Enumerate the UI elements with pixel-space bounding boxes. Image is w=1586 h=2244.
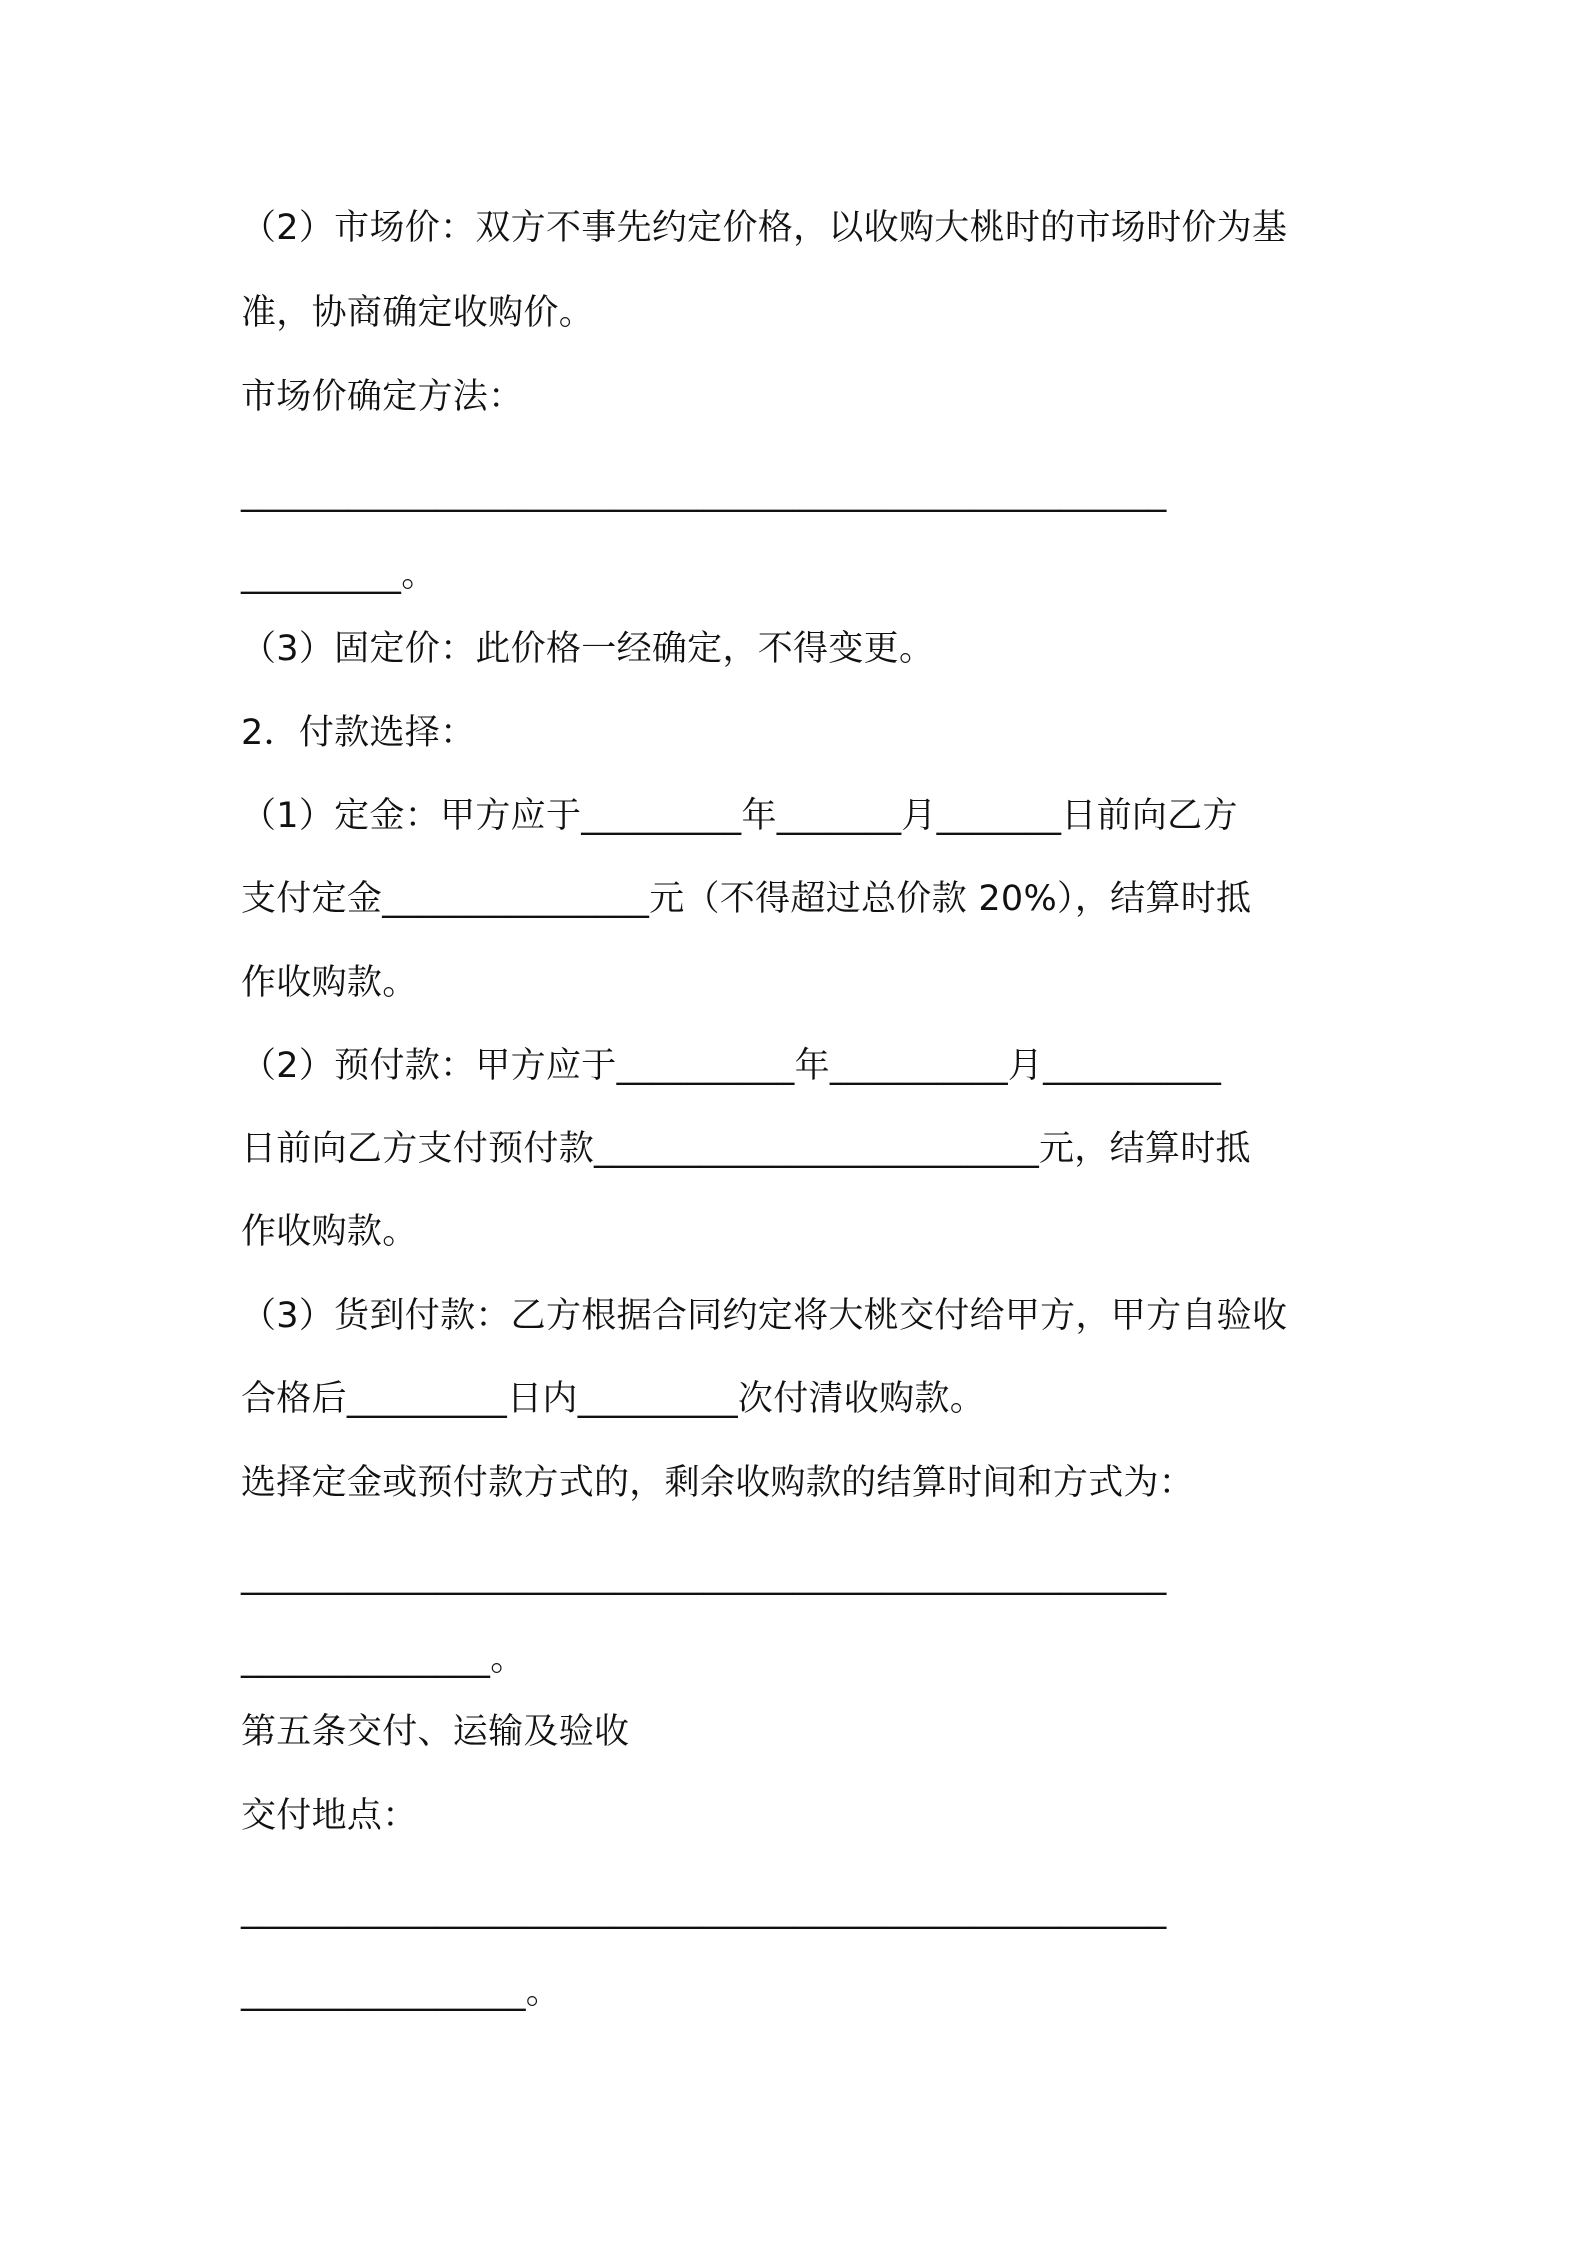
blank-line: ____________________________________________________	[241, 473, 1167, 513]
text-line: （3）固定价：此价格一经确定，不得变更。	[241, 629, 935, 669]
blank-line: ______________。	[241, 1639, 526, 1679]
blank-line: ____________________________________________________	[241, 1890, 1167, 1930]
blank-line: ____________________________________________________	[241, 1556, 1167, 1596]
text-line: （2）市场价：双方不事先约定价格，以收购大桃时的市场时价为基	[241, 208, 1288, 248]
text-line: 日前向乙方支付预付款_________________________元，结算时抵	[241, 1129, 1251, 1169]
section-heading: 第五条交付、运输及验收	[241, 1712, 630, 1752]
blank-line: ________________。	[241, 1972, 562, 2012]
text-line: （1）定金：甲方应于_________年_______月_______日前向乙方	[241, 796, 1238, 836]
blank-line: _________。	[241, 555, 437, 595]
text-line: 选择定金或预付款方式的，剩余收购款的结算时间和方式为：	[241, 1463, 1195, 1503]
text-line: 市场价确定方法：	[241, 377, 524, 417]
text-line: （3）货到付款：乙方根据合同约定将大桃交付给甲方，甲方自验收	[241, 1296, 1288, 1336]
text-line: 合格后_________日内_________次付清收购款。	[241, 1379, 986, 1419]
text-line: 作收购款。	[241, 963, 418, 1003]
text-line: 准，协商确定收购价。	[241, 293, 595, 333]
text-line: 作收购款。	[241, 1212, 418, 1252]
text-line: 交付地点：	[241, 1796, 418, 1836]
section-heading: 2．付款选择：	[241, 713, 476, 753]
text-line: 支付定金_______________元（不得超过总价款 20%），结算时抵	[241, 879, 1252, 919]
text-line: （2）预付款：甲方应于__________年__________月__________	[241, 1046, 1222, 1086]
